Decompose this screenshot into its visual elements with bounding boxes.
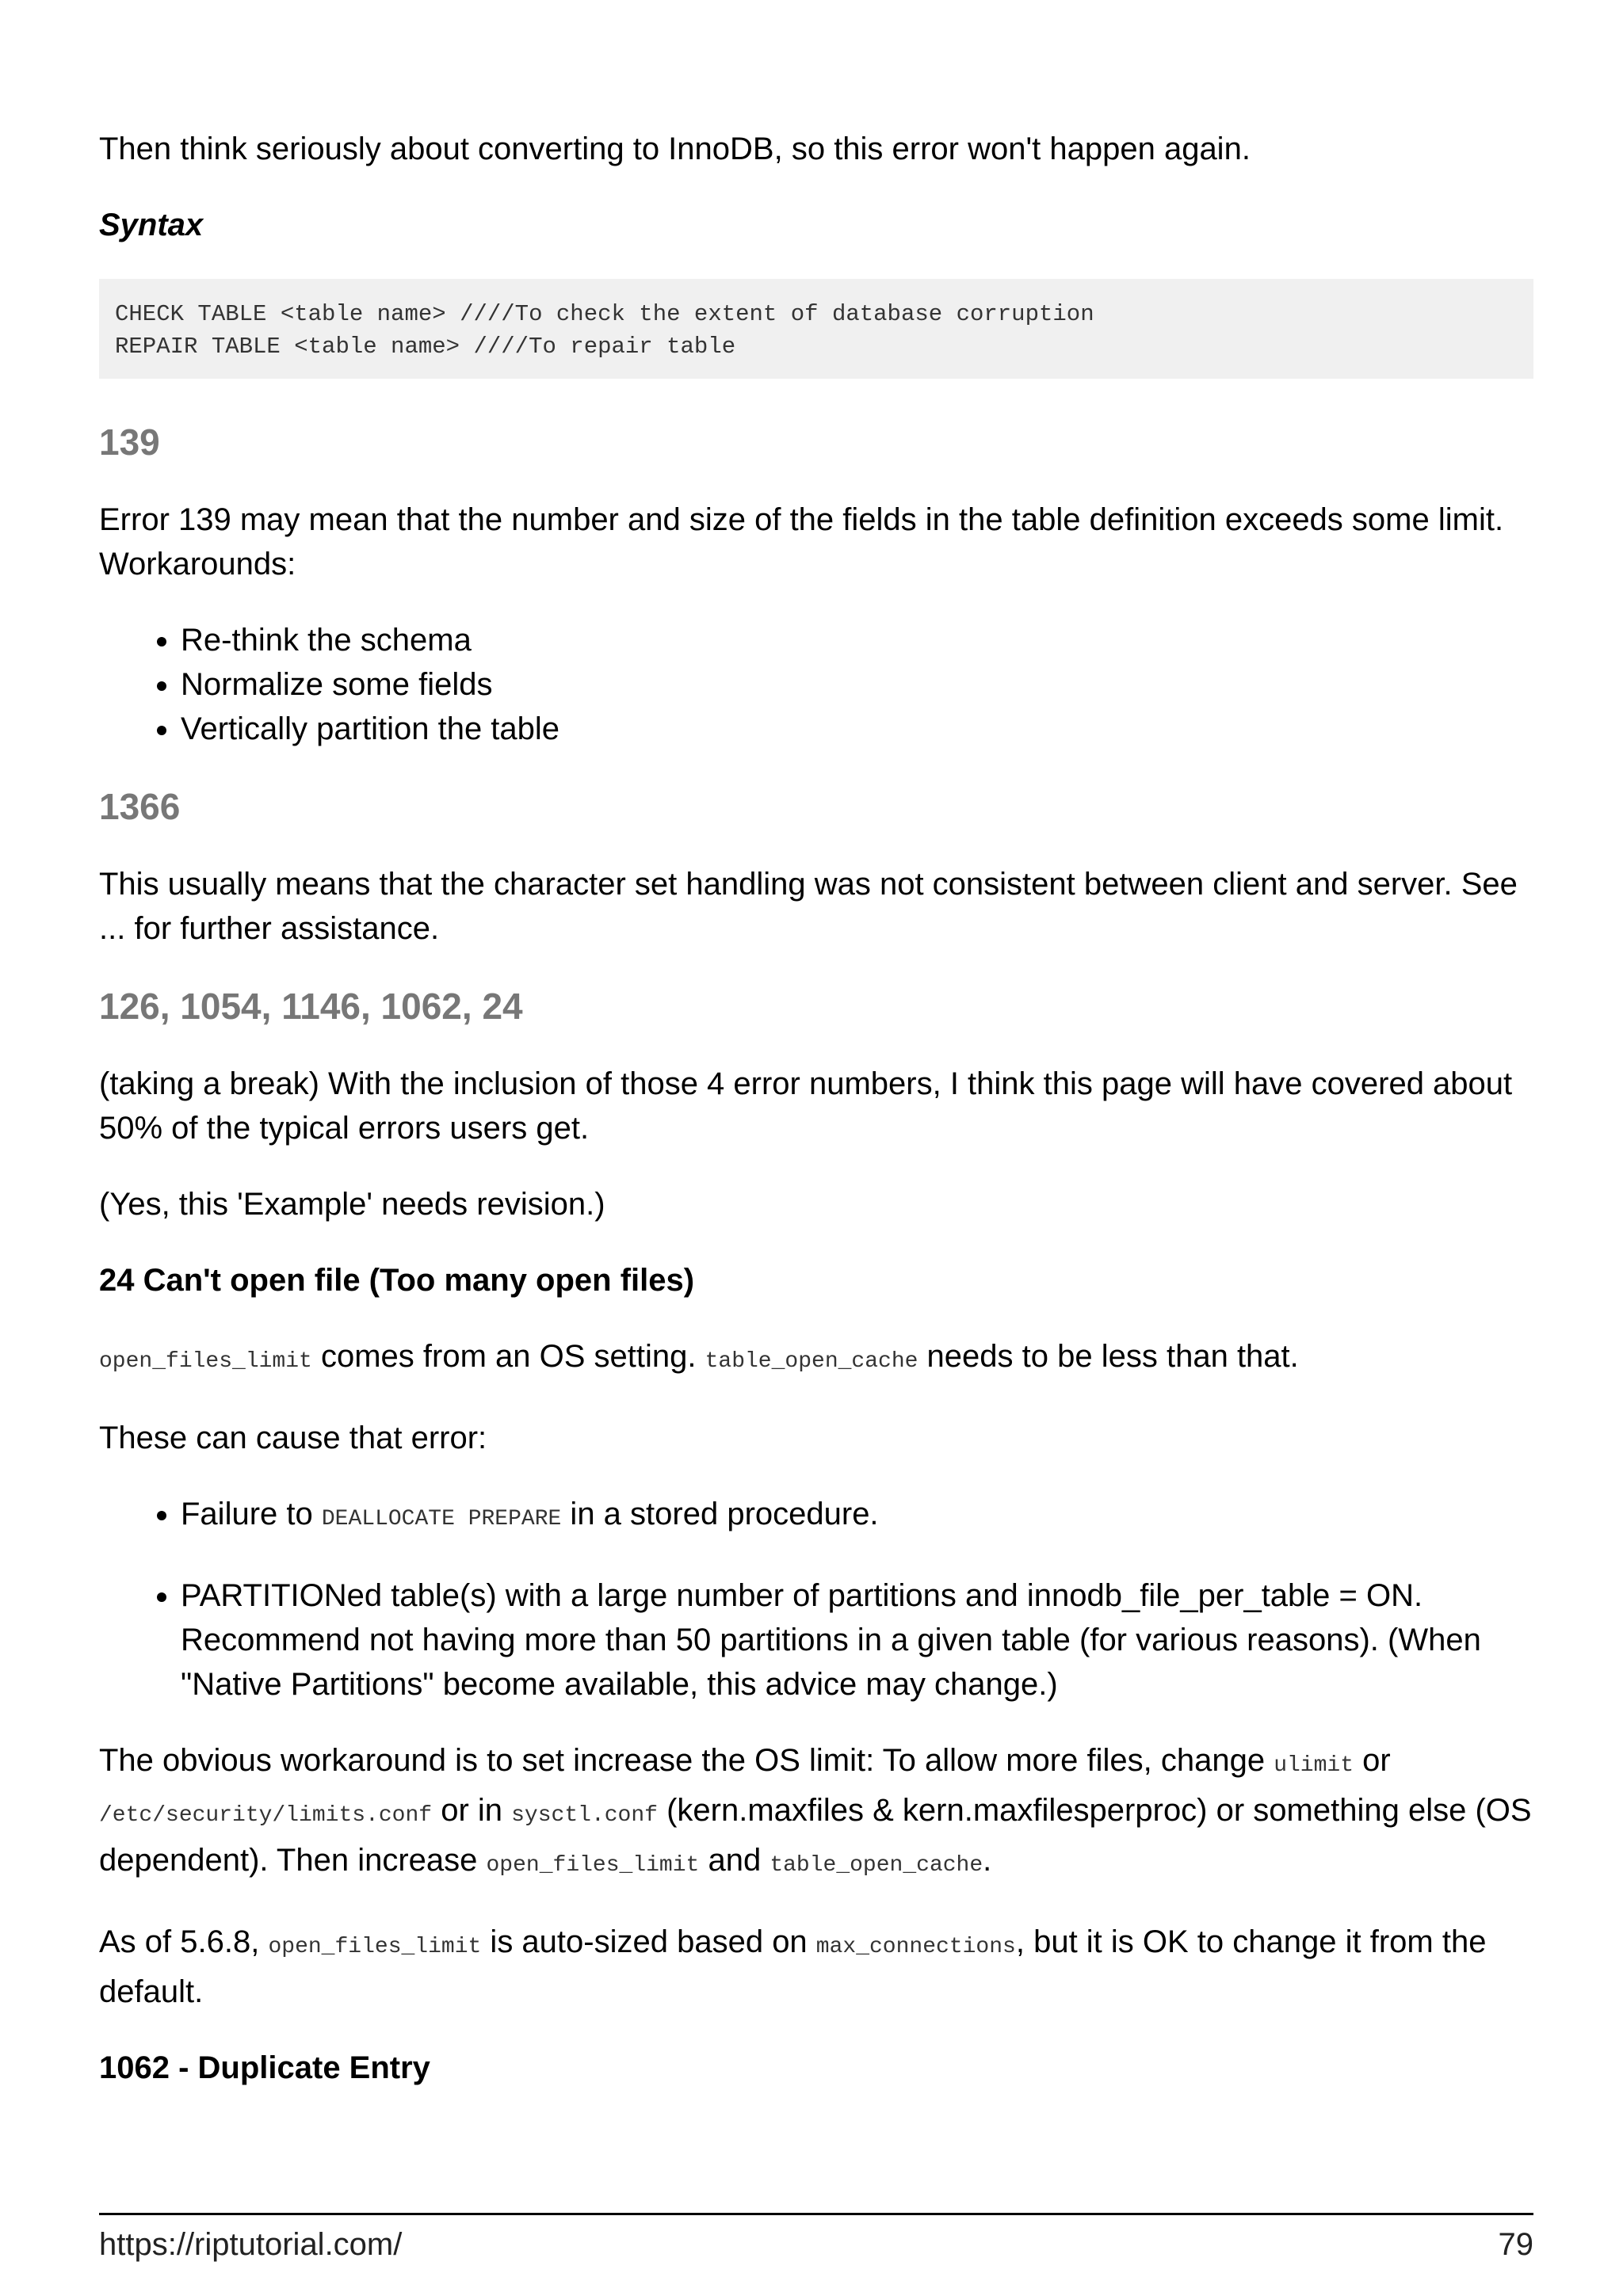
list-item: • Failure to DEALLOCATE PREPARE in a stored procedure. bbox=[181, 1492, 1533, 1542]
inline-code: open_files_limit bbox=[486, 1853, 700, 1878]
causes-list bbox=[99, 1492, 1533, 1707]
inline-code: /etc/security/limits.conf bbox=[99, 1803, 433, 1828]
heading-multiple-errors: 126, 1054, 1146, 1062, 24 bbox=[99, 986, 523, 1027]
inline-code: DEALLOCATE PREPARE bbox=[321, 1507, 562, 1531]
paragraph-open-files-limit: open_files_limit comes from an OS setting. table_open_cache needs to be less than that. bbox=[99, 1339, 1299, 1374]
list-item: • Re-think the schema bbox=[181, 618, 1533, 662]
list-item: • Normalize some fields bbox=[181, 662, 1533, 707]
inline-code: max_connections bbox=[815, 1935, 1016, 1959]
inline-code: table_open_cache bbox=[769, 1853, 983, 1878]
heading-1062-duplicate: 1062 - Duplicate Entry bbox=[99, 2050, 430, 2085]
heading-24-open-files: 24 Can't open file (Too many open files) bbox=[99, 1263, 695, 1298]
heading-1366: 1366 bbox=[99, 786, 181, 827]
page-content bbox=[99, 127, 1533, 2122]
page-number: 79 bbox=[1498, 2227, 1533, 2262]
paragraph-taking-break: (taking a break) With the inclusion of those 4 error numbers, I think this page will have covered about 50% of the typical errors users get. bbox=[99, 1066, 1513, 1146]
paragraph-139: Error 139 may mean that the number and size of the fields in the table definition exceeds some limit. Workarounds: bbox=[99, 502, 1504, 582]
syntax-label: Syntax bbox=[99, 208, 204, 242]
inline-code: table_open_cache bbox=[705, 1349, 918, 1374]
paragraph-causes-intro: These can cause that error: bbox=[99, 1421, 487, 1455]
list-item: • Vertically partition the table bbox=[181, 707, 1533, 751]
inline-code: open_files_limit bbox=[268, 1935, 482, 1959]
inline-code: sysctl.conf bbox=[511, 1803, 658, 1828]
footer-divider bbox=[99, 2213, 1533, 2215]
paragraph-as-of: As of 5.6.8, open_files_limit is auto-sized based on max_connections, but it is OK to change it from the default. bbox=[99, 1924, 1487, 2009]
list-item: • PARTITIONed table(s) with a large number of partitions and innodb_file_per_table = ON. Recommend not having more than 50 partitions in a given table (for various reasons). (When "Native Partitions" become available, this advice may change.) bbox=[181, 1573, 1533, 1707]
paragraph-revision-note: (Yes, this 'Example' needs revision.) bbox=[99, 1187, 605, 1222]
intro-paragraph: Then think seriously about converting to InnoDB, so this error won't happen again. bbox=[99, 132, 1251, 166]
heading-139: 139 bbox=[99, 421, 160, 463]
paragraph-workaround: The obvious workaround is to set increase the OS limit: To allow more files, change ulimit or /etc/security/limits.conf or in sysctl.conf (kern.maxfiles & kern.maxfilesperproc) or something else (OS dependent). Then increase open_files_limit and table_open_cache. bbox=[99, 1743, 1532, 1878]
page-footer bbox=[99, 2222, 1533, 2267]
footer-url[interactable]: https://riptutorial.com/ bbox=[99, 2227, 403, 2262]
paragraph-1366: This usually means that the character set handling was not consistent between client and server. See ... for further assistance. bbox=[99, 867, 1518, 946]
inline-code: ulimit bbox=[1274, 1753, 1354, 1778]
workarounds-list bbox=[99, 618, 1533, 751]
syntax-code-block: CHECK TABLE <table name> ////To check the extent of database corruption REPAIR TABLE <table name> ////To repair table bbox=[99, 279, 1533, 379]
inline-code: open_files_limit bbox=[99, 1349, 312, 1374]
